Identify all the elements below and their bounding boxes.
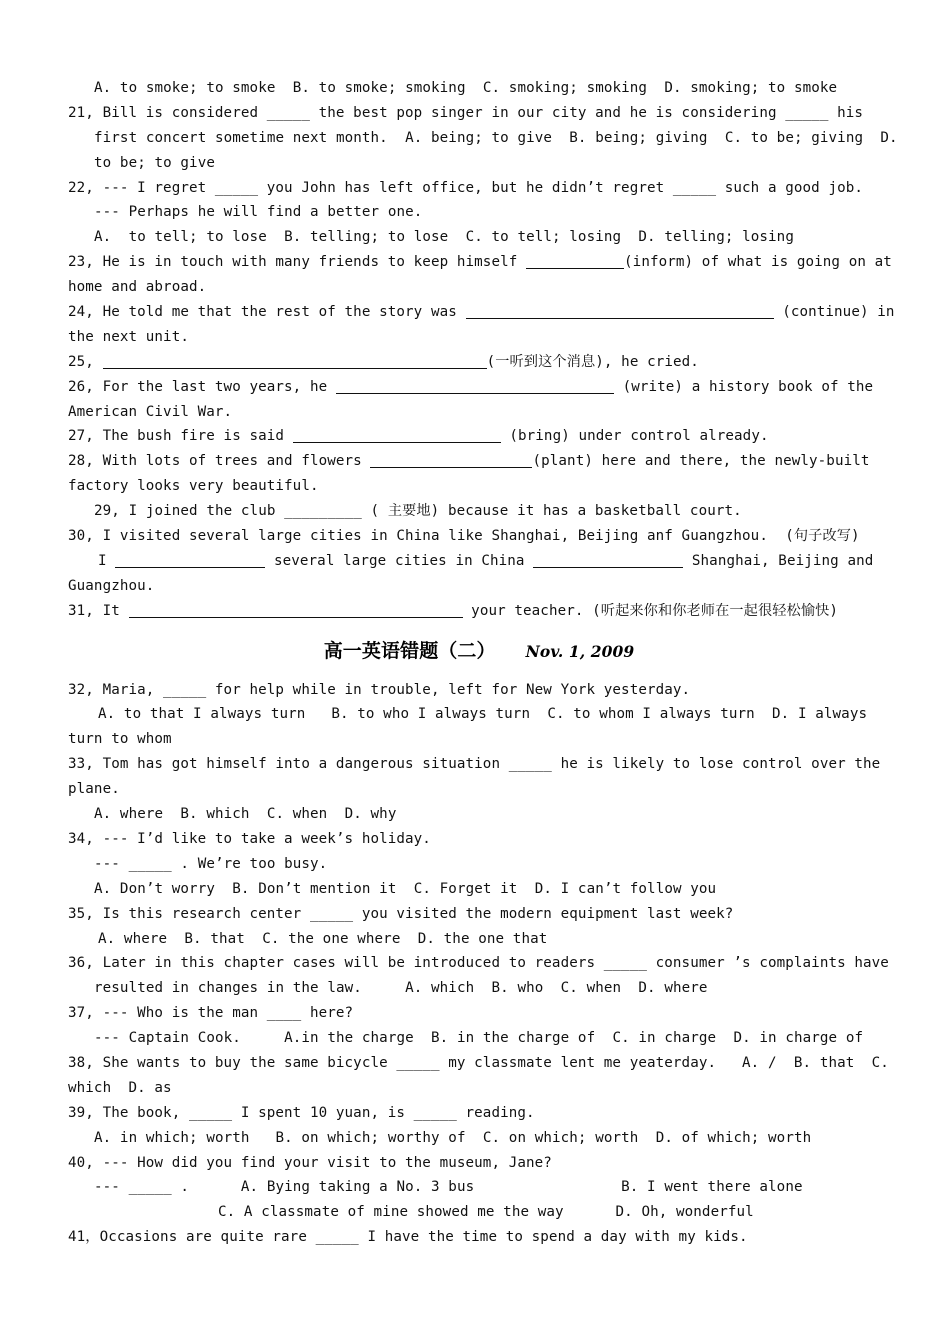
question-28-line	[68, 449, 880, 474]
text-line: A. to tell; to lose B. telling; to lose C. to tell; losing D. telling; losing	[94, 229, 794, 246]
text-segment: (write) a history book of the	[622, 378, 874, 395]
question-24-line	[68, 300, 895, 325]
text-segment: (bring) under control already.	[509, 428, 769, 445]
text-segment: 23, He is in touch with many friends to keep himself	[68, 254, 518, 271]
blank-line	[336, 377, 614, 394]
question-21-line: 21, Bill is considered _____ the best pop singer in our city and he is considering _____ his	[68, 104, 864, 121]
text-segment: Shanghai, Beijing and	[691, 552, 874, 569]
text-line: first concert sometime next month. A. being; to give B. being; giving C. to be; giving D.	[94, 129, 898, 146]
question-32-line: 32, Maria, _____ for help while in trouble, left for New York yesterday.	[68, 681, 691, 698]
text-line: --- _____ . We’re too busy.	[94, 855, 328, 872]
question-25-line	[68, 350, 880, 375]
text-line: the next unit.	[68, 328, 189, 345]
question-27-line	[68, 424, 880, 449]
blank-line	[293, 426, 501, 443]
text-segment: 31, It	[68, 602, 120, 619]
question-35-line: 35, Is this research center _____ you visited the modern equipment last week?	[68, 905, 734, 922]
text-line: turn to whom	[68, 731, 172, 748]
question-36-line: 36, Later in this chapter cases will be introduced to readers _____ consumer ’s complaints have	[68, 955, 889, 972]
text-segment: 26, For the last two years, he	[68, 378, 328, 395]
text-segment: I	[98, 552, 107, 569]
question-37-line: 37, --- Who is the man ____ here?	[68, 1005, 354, 1022]
heading-title: 高一英语错题（二）	[323, 639, 496, 662]
text-line: A. to that I always turn B. to who I always turn C. to whom I always turn D. I always	[98, 706, 868, 723]
question-23-line	[68, 250, 892, 275]
question-26-line	[68, 375, 880, 400]
text-segment: (inform) of what is going on at	[624, 254, 892, 271]
text-line: A. in which; worth B. on which; worthy of C. on which; worth D. of which; worth	[94, 1129, 812, 1146]
text-line: --- Perhaps he will find a better one.	[94, 204, 423, 221]
text-line: --- Captain Cook. A.in the charge B. in the charge of C. in charge D. in charge of	[94, 1030, 864, 1047]
text-line: A. Don’t worry B. Don’t mention it C. Forget it D. I can’t follow you	[94, 880, 717, 897]
question-41-line: 41，Occasions are quite rare _____ I have the time to spend a day with my kids.	[68, 1229, 748, 1246]
text-segment: 25,	[68, 353, 94, 370]
text-line: to be; to give	[94, 154, 215, 171]
text-segment: 28, With lots of trees and flowers	[68, 453, 362, 470]
text-line: C. A classmate of mine showed me the way D. Oh, wonderful	[218, 1204, 754, 1221]
text-line: factory looks very beautiful.	[68, 478, 319, 495]
blank-line	[466, 302, 774, 319]
section-heading	[68, 624, 880, 678]
text-segment: your teacher. (听起来你和你老师在一起很轻松愉快)	[471, 602, 839, 619]
text-line: American Civil War.	[68, 403, 233, 420]
question-30-rewrite-line	[68, 549, 880, 574]
question-31-line	[68, 599, 880, 624]
blank-line	[115, 551, 265, 568]
text-line: --- _____ . A. Bying taking a No. 3 bus B. I went there alone	[94, 1179, 803, 1196]
blank-line	[370, 451, 532, 468]
text-line: A. where B. which C. when D. why	[94, 806, 397, 823]
text-line: plane.	[68, 781, 120, 798]
text-line: resulted in changes in the law. A. which B. who C. when D. where	[94, 980, 708, 997]
text-line: home and abroad.	[68, 279, 207, 296]
question-40-line: 40, --- How did you find your visit to the museum, Jane?	[68, 1154, 552, 1171]
question-29-line: 29, I joined the club _________ ( 主要地) because it has a basketball court.	[94, 503, 742, 520]
question-39-line: 39, The book, _____ I spent 10 yuan, is _____ reading.	[68, 1104, 535, 1121]
text-line: A. where B. that C. the one where D. the one that	[98, 930, 548, 947]
question-33-line: 33, Tom has got himself into a dangerous situation _____ he is likely to lose control over the	[68, 756, 881, 773]
blank-line	[103, 352, 487, 369]
heading-date: Nov. 1, 2009	[525, 641, 635, 661]
text-line: A. to smoke; to smoke B. to smoke; smoking C. smoking; smoking D. smoking; to smoke	[94, 80, 838, 96]
blank-line	[526, 252, 624, 269]
text-line: which D. as	[68, 1079, 172, 1096]
text-line: Guangzhou.	[68, 577, 155, 594]
text-segment: (continue) in	[782, 304, 895, 321]
question-38-line: 38, She wants to buy the same bicycle _____ my classmate lent me yeaterday. A. / B. that C.	[68, 1054, 889, 1071]
document-page	[68, 76, 898, 1250]
text-segment: 27, The bush fire is said	[68, 428, 285, 445]
blank-line	[533, 551, 683, 568]
text-segment: several large cities in China	[273, 552, 525, 569]
question-22-line: 22, --- I regret _____ you John has left office, but he didn’t regret _____ such a good job.	[68, 179, 864, 196]
text-segment: 24, He told me that the rest of the story was	[68, 304, 457, 321]
blank-line	[129, 601, 463, 618]
question-30-line: 30, I visited several large cities in China like Shanghai, Beijing anf Guangzhou. (句子改写)	[68, 528, 860, 545]
text-segment: (一听到这个消息), he cried.	[486, 353, 699, 370]
text-segment: (plant) here and there, the newly-built	[532, 453, 870, 470]
question-34-line: 34, --- I’d like to take a week’s holiday.	[68, 830, 431, 847]
